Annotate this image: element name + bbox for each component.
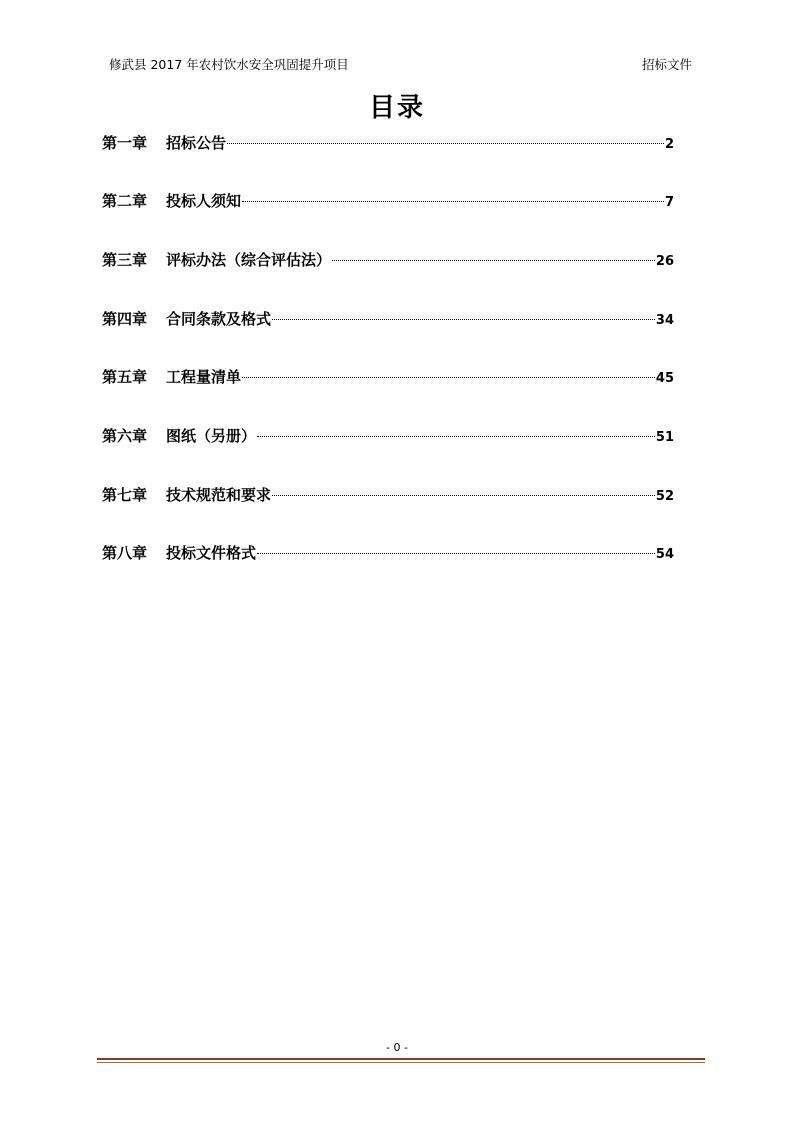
toc-chapter-number: 第四章: [102, 310, 148, 328]
toc-entry-chapter-3[interactable]: [102, 248, 674, 272]
toc-chapter-number: 第三章: [102, 251, 148, 269]
header-project-title: 修武县 2017 年农村饮水安全巩固提升项目: [109, 57, 349, 72]
footer-rule: [97, 1058, 705, 1060]
toc-dot-leader: [272, 495, 655, 496]
toc-page-number: 7: [664, 195, 674, 210]
toc-chapter-number: 第二章: [102, 192, 148, 210]
toc-dot-leader: [272, 319, 655, 320]
toc-dot-leader: [332, 260, 655, 261]
footer-rule-secondary: [97, 1062, 705, 1063]
toc-dot-leader: [242, 201, 664, 202]
toc-chapter-title: 投标文件格式: [166, 544, 257, 562]
toc-chapter-number: 第一章: [102, 134, 148, 152]
toc-dot-leader: [242, 377, 655, 378]
toc-chapter-title: 合同条款及格式: [166, 310, 272, 328]
toc-chapter-title: 投标人须知: [166, 192, 242, 210]
toc-chapter-number: 第五章: [102, 368, 148, 386]
toc-chapter-title: 评标办法（综合评估法）: [166, 251, 332, 269]
toc-page-number: 2: [664, 137, 674, 152]
toc-chapter-title: 技术规范和要求: [166, 486, 272, 504]
toc-entry-chapter-4[interactable]: [102, 307, 674, 331]
toc-page-number: 54: [655, 547, 674, 562]
toc-page-number: 34: [655, 313, 674, 328]
toc-page-number: 26: [655, 254, 674, 269]
toc-chapter-number: 第八章: [102, 544, 148, 562]
toc-title: 目录: [368, 93, 425, 123]
toc-entry-chapter-2[interactable]: [102, 189, 674, 213]
toc-dot-leader: [227, 143, 664, 144]
toc-chapter-number: 第七章: [102, 486, 148, 504]
toc-entry-chapter-7[interactable]: [102, 483, 674, 507]
toc-dot-leader: [257, 436, 655, 437]
toc-entry-chapter-6[interactable]: [102, 424, 674, 448]
toc-chapter-number: 第六章: [102, 427, 148, 445]
toc-page-number: 52: [655, 489, 674, 504]
toc-dot-leader: [257, 553, 655, 554]
toc-entry-chapter-1[interactable]: [102, 131, 674, 155]
toc-entry-chapter-5[interactable]: [102, 365, 674, 389]
header-document-type: 招标文件: [641, 57, 692, 72]
toc-entry-chapter-8[interactable]: [102, 541, 674, 565]
toc-page-number: 51: [655, 430, 674, 445]
footer-page-number: - 0 -: [386, 1041, 408, 1054]
toc-page-number: 45: [655, 371, 674, 386]
toc-chapter-title: 图纸（另册）: [166, 427, 257, 445]
toc-chapter-title: 招标公告: [166, 134, 227, 152]
toc-chapter-title: 工程量清单: [166, 368, 242, 386]
